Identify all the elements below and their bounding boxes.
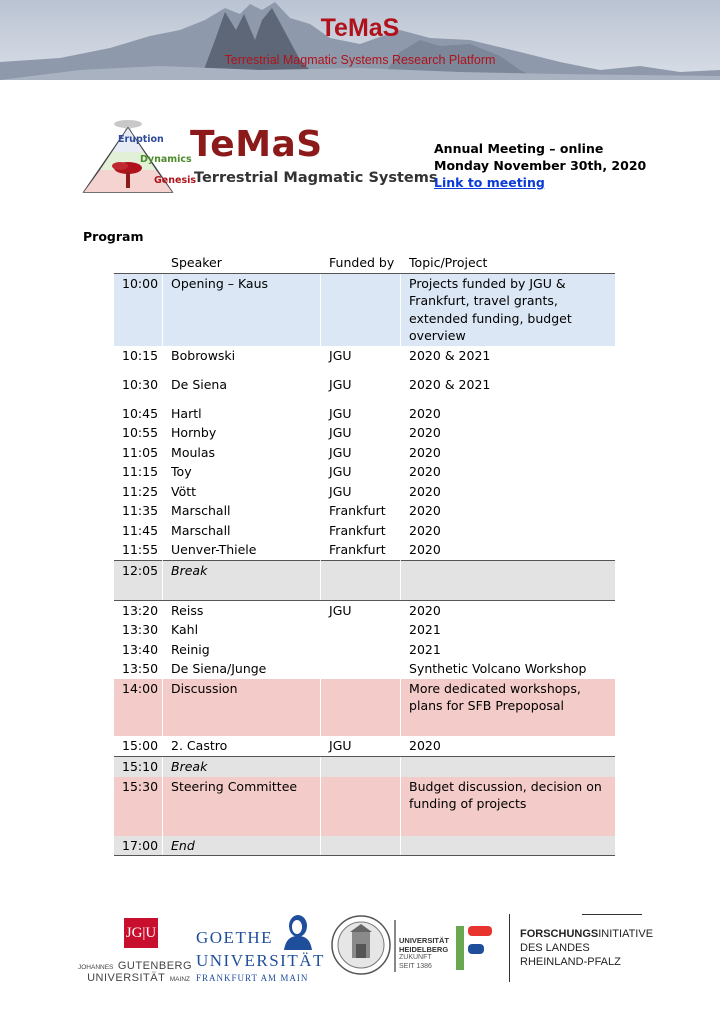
cell-topic: 2020 xyxy=(401,736,615,757)
header-funded-by: Funded by xyxy=(321,253,401,273)
cell-speaker: Break xyxy=(163,757,321,777)
cell-time: 11:45 xyxy=(122,522,159,538)
meeting-info xyxy=(434,140,646,191)
table-row xyxy=(114,521,615,541)
cell-funded xyxy=(321,679,401,736)
cell-funded: JGU xyxy=(321,736,401,757)
cell-funded: JGU xyxy=(329,483,352,499)
fi-line1-bold: FORSCHUNGS xyxy=(520,928,599,940)
heidelberg-divider xyxy=(394,920,396,972)
meeting-link[interactable]: Link to meeting xyxy=(434,175,545,190)
cell-speaker: Toy xyxy=(171,464,192,479)
cell-time: 11:35 xyxy=(122,503,159,518)
cell-speaker: End xyxy=(163,836,321,856)
table-row xyxy=(114,659,615,679)
cell-speaker: De Siena/Junge xyxy=(171,661,267,676)
cell-time: 10:30 xyxy=(122,376,159,392)
cell-funded: JGU xyxy=(329,376,352,392)
cell-speaker: Marschall xyxy=(171,503,231,518)
jgu-logo xyxy=(78,918,193,988)
table-row xyxy=(114,482,615,502)
cell-funded xyxy=(321,560,401,600)
cell-topic: 2020 xyxy=(409,405,441,421)
logo-word-dynamics: Dynamics xyxy=(140,154,192,165)
table-row xyxy=(114,600,615,620)
table-row xyxy=(114,443,615,463)
heidelberg-line1: UNIVERSITÄT xyxy=(399,936,450,945)
program-table xyxy=(114,253,615,856)
jgu-mark: JG|U xyxy=(124,918,158,948)
cell-time: 11:15 xyxy=(122,464,159,479)
table-row xyxy=(114,375,615,404)
fi-top-rule xyxy=(582,914,642,915)
cell-topic: Synthetic Volcano Workshop xyxy=(409,661,587,676)
header-banner xyxy=(0,0,720,80)
heidelberg-line4: SEIT 1386 xyxy=(399,963,432,970)
goethe-logo xyxy=(196,914,325,984)
fi-line1 xyxy=(520,928,653,940)
table-header-row xyxy=(114,253,615,273)
cell-speaker: Hartl xyxy=(171,405,202,421)
table-row-break xyxy=(114,560,615,600)
cell-speaker: Uenver-Thiele xyxy=(171,542,257,557)
cell-topic: 2020 xyxy=(409,444,441,460)
cell-topic: 2020 & 2021 xyxy=(409,376,491,392)
cell-speaker: Hornby xyxy=(171,425,217,440)
heidelberg-line2: HEIDELBERG xyxy=(399,945,449,954)
header-topic: Topic/Project xyxy=(401,253,615,273)
cell-funded: JGU xyxy=(329,444,352,460)
cell-topic: 2021 xyxy=(409,622,441,637)
meeting-date: Monday November 30th, 2020 xyxy=(434,158,647,173)
table-row xyxy=(114,346,615,375)
cell-time: 11:25 xyxy=(122,483,159,499)
table-row xyxy=(114,620,615,640)
cell-time: 15:00 xyxy=(114,736,163,757)
goethe-portrait-icon xyxy=(282,914,314,950)
cell-funded: JGU xyxy=(329,347,352,363)
cell-topic: More dedicated workshops, plans for SFB Prepoposal xyxy=(401,679,615,736)
goethe-line3: FRANKFURT AM MAIN xyxy=(196,973,309,983)
jgu-line2-big: UNIVERSITÄT xyxy=(87,972,166,984)
table-row xyxy=(114,640,615,660)
cell-topic: 2020 xyxy=(409,483,441,499)
jgu-line2-small: MAINZ xyxy=(169,976,190,983)
cell-funded xyxy=(321,659,401,679)
cell-time: 10:00 xyxy=(114,273,163,346)
jgu-line1-big: GUTENBERG xyxy=(117,960,193,972)
cell-speaker: Steering Committee xyxy=(163,777,321,836)
cell-speaker: Reiss xyxy=(171,602,204,618)
table-row-steering xyxy=(114,777,615,836)
fi-line1-rest: INITIATIVE xyxy=(598,928,654,940)
cell-time: 10:45 xyxy=(122,405,159,421)
cell-topic: 2020 xyxy=(409,522,441,538)
table-row-break xyxy=(114,757,615,777)
cell-topic: 2020 xyxy=(409,503,441,518)
cell-speaker: Break xyxy=(163,560,321,600)
heidelberg-logo xyxy=(330,914,450,980)
goethe-line2: UNIVERSITÄT xyxy=(196,951,325,970)
goethe-line1: GOETHE xyxy=(196,928,273,947)
cell-funded: JGU xyxy=(329,464,352,479)
heidelberg-line3: ZUKUNFT xyxy=(399,954,432,961)
cell-time: 13:30 xyxy=(122,622,159,637)
cell-topic: Projects funded by JGU & Frankfurt, travel grants, extended funding, budget overview xyxy=(401,273,615,346)
cell-speaker: Discussion xyxy=(163,679,321,736)
cell-topic: 2020 xyxy=(409,542,441,557)
cell-time: 15:30 xyxy=(114,777,163,836)
cell-topic: Budget discussion, decision on funding of projects xyxy=(401,777,615,836)
meeting-title: Annual Meeting – online xyxy=(434,141,604,156)
cell-funded: JGU xyxy=(329,405,352,421)
cell-time: 10:15 xyxy=(122,347,159,363)
cell-time: 17:00 xyxy=(114,836,163,856)
cell-funded xyxy=(321,620,401,640)
cell-topic xyxy=(401,757,615,777)
cell-topic xyxy=(401,836,615,856)
cell-time: 13:20 xyxy=(122,602,159,618)
cell-speaker: Bobrowski xyxy=(171,347,236,363)
cell-speaker: Vött xyxy=(171,483,197,499)
logo-name: TeMaS xyxy=(190,124,323,165)
table-row-end xyxy=(114,836,615,856)
table-row xyxy=(114,501,615,521)
cell-time: 11:05 xyxy=(122,444,159,460)
cell-funded: Frankfurt xyxy=(329,522,386,538)
table-row-discussion xyxy=(114,679,615,736)
cell-funded: Frankfurt xyxy=(329,503,386,518)
footer-logos xyxy=(0,900,720,1018)
cell-funded xyxy=(321,273,401,346)
cell-speaker: 2. Castro xyxy=(163,736,321,757)
banner-title: TeMaS xyxy=(320,14,400,42)
cell-time: 15:10 xyxy=(114,757,163,777)
cell-topic: 2020 xyxy=(409,464,441,479)
cell-time: 11:55 xyxy=(122,542,159,557)
table-row xyxy=(114,736,615,757)
table-row xyxy=(114,540,615,560)
fi-divider xyxy=(509,914,510,982)
cell-topic xyxy=(401,560,615,600)
cell-speaker: De Siena xyxy=(171,376,228,392)
jgu-line2 xyxy=(78,968,190,986)
cell-time: 12:05 xyxy=(114,560,163,600)
banner-subtitle: Terrestrial Magmatic Systems Research Platform xyxy=(224,53,496,67)
cell-funded: JGU xyxy=(329,425,352,440)
cell-speaker: Marschall xyxy=(171,522,231,538)
cell-speaker: Opening – Kaus xyxy=(163,273,321,346)
forschungsinitiative-logo xyxy=(454,914,654,984)
cell-topic: 2020 xyxy=(409,602,441,618)
table-row xyxy=(114,404,615,424)
fi-line3: RHEINLAND-PFALZ xyxy=(520,956,621,968)
cell-funded xyxy=(321,777,401,836)
cell-topic: 2021 xyxy=(409,641,441,657)
cell-time: 10:55 xyxy=(122,425,159,440)
rlp-f-icon xyxy=(454,924,494,972)
cell-speaker: Kahl xyxy=(171,622,199,637)
jgu-line1-small: JOHANNES xyxy=(78,964,114,971)
cell-funded: JGU xyxy=(329,602,352,618)
cell-topic: 2020 & 2021 xyxy=(409,347,491,363)
cell-time: 13:40 xyxy=(122,641,159,657)
table-row xyxy=(114,273,615,346)
cell-topic: 2020 xyxy=(409,425,441,440)
heidelberg-seal-icon xyxy=(330,914,392,976)
cell-funded: Frankfurt xyxy=(329,542,386,557)
cell-funded xyxy=(321,757,401,777)
table-row xyxy=(114,423,615,443)
logo-word-genesis: Genesis xyxy=(154,175,197,186)
cell-funded xyxy=(321,640,401,660)
temas-logo xyxy=(82,118,438,196)
cell-speaker: Reinig xyxy=(171,641,210,657)
cell-speaker: Moulas xyxy=(171,444,216,460)
logo-word-eruption: Eruption xyxy=(118,134,164,145)
cell-time: 14:00 xyxy=(114,679,163,736)
header-speaker: Speaker xyxy=(163,253,321,273)
header-time xyxy=(114,253,163,273)
program-heading: Program xyxy=(83,229,144,244)
logo-full-name: Terrestrial Magmatic Systems xyxy=(194,170,438,186)
table-row xyxy=(114,462,615,482)
cell-time: 13:50 xyxy=(122,661,159,676)
cell-funded xyxy=(321,836,401,856)
fi-line2: DES LANDES xyxy=(520,942,590,954)
